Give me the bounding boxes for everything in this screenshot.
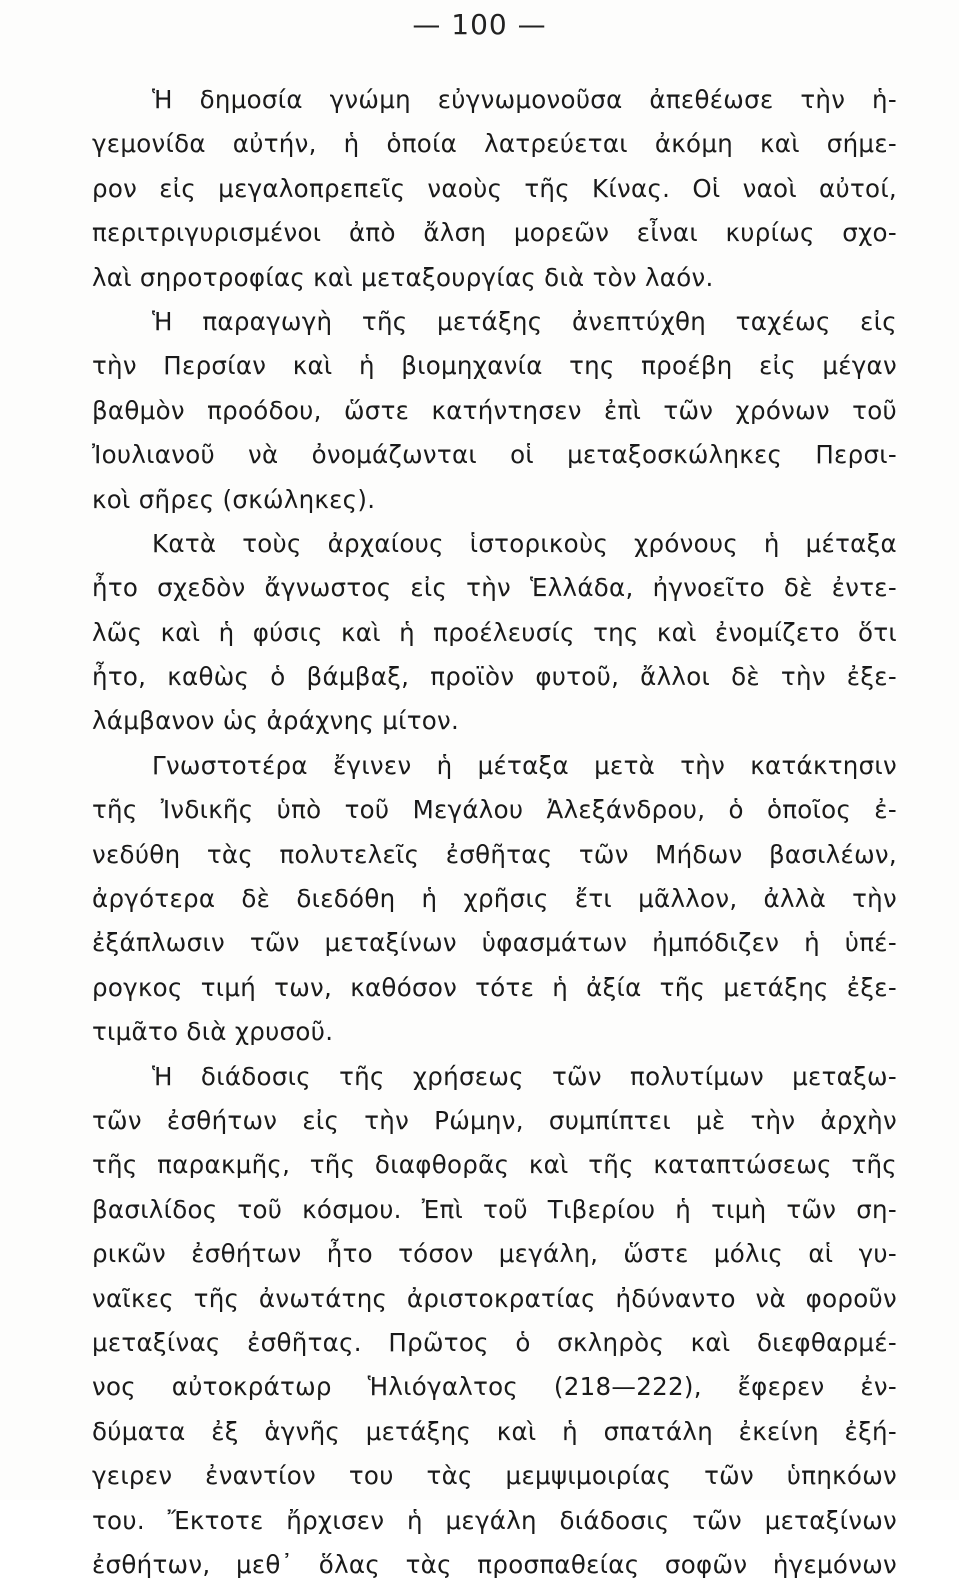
text-line: τιμᾶτο διὰ χρυσοῦ. [92, 1017, 334, 1047]
text-line: βασιλίδος τοῦ κόσμου. Ἐπὶ τοῦ Τιβερίου ἡ τιμὴ τῶν ση- [92, 1194, 897, 1224]
page-number: — 100 — [412, 8, 547, 41]
text-line: βαθμὸν προόδου, ὥστε κατήντησεν ἐπὶ τῶν χρόνων τοῦ [92, 395, 897, 425]
text-line: νος αὐτοκράτωρ Ἡλιόγαλτος (218—222), ἔφερεν ἐν- [92, 1372, 897, 1402]
text-line: δύματα ἐξ ἁγνῆς μετάξης καὶ ἡ σπατάλη ἐκείνη ἐξή- [92, 1416, 897, 1446]
text-line: κοὶ σῆρες (σκώληκες). [92, 484, 376, 514]
text-line: ρον εἰς μεγαλοπρεπεῖς ναοὺς τῆς Κίνας. Οἱ ναοὶ αὐτοί, [92, 173, 897, 203]
text-line: Κατὰ τοὺς ἀρχαίους ἱστορικοὺς χρόνους ἡ μέταξα [152, 528, 897, 558]
text-line: Ἡ δημοσία γνώμη εὐγνωμονοῦσα ἀπεθέωσε τὴν ἡ- [152, 85, 897, 114]
text-line: τὴν Περσίαν καὶ ἡ βιομηχανία της προέβη εἰς μέγαν [92, 351, 897, 381]
text-line: ρικῶν ἐσθήτων ἦτο τόσον μεγάλη, ὥστε μόλις αἱ γυ- [92, 1239, 897, 1269]
body-text [92, 78, 897, 1587]
text-line: λάμβανον ὡς ἀράχνης μίτον. [92, 706, 460, 736]
text-line: ἐξάπλωσιν τῶν μεταξίνων ὑφασμάτων ἠμπόδιζεν ἡ ὑπέ- [92, 928, 897, 958]
text-line: Γνωστοτέρα ἔγινεν ἡ μέταξα μετὰ τὴν κατάκτησιν [152, 750, 897, 780]
text-line: του. Ἔκτοτε ἤρχισεν ἡ μεγάλη διάδοσις τῶν μεταξίνων [92, 1505, 897, 1535]
text-line: ἦτο σχεδὸν ἄγνωστος εἰς τὴν Ἑλλάδα, ἠγνοεῖτο δὲ ἐντε- [92, 573, 897, 603]
text-line: περιτριγυρισμένοι ἀπὸ ἄλση μορεῶν εἶναι κυρίως σχο- [92, 218, 897, 248]
text-line: ἐσθήτων, μεθ᾽ ὅλας τὰς προσπαθείας σοφῶν ἡγεμόνων [92, 1549, 897, 1579]
text-line: ἀργότερα δὲ διεδόθη ἡ χρῆσις ἔτι μᾶλλον, ἀλλὰ τὴν [92, 884, 897, 914]
text-line: λῶς καὶ ἡ φύσις καὶ ἡ προέλευσίς της καὶ ἐνομίζετο ὅτι [92, 617, 897, 647]
text-line: τῶν ἐσθήτων εἰς τὴν Ρώμην, συμπίπτει μὲ τὴν ἀρχὴν [92, 1105, 897, 1135]
text-line: γειρεν ἐναντίον του τὰς μεμψιμοιρίας τῶν ὑπηκόων [92, 1461, 897, 1491]
text-line: ἦτο, καθὼς ὁ βάμβαξ, προϊὸν φυτοῦ, ἄλλοι δὲ τὴν ἐξε- [92, 662, 897, 692]
text-line: Ἰουλιανοῦ νὰ ὀνομάζωνται οἱ μεταξοσκώληκες Περσι- [92, 440, 897, 470]
text-line: Ἡ παραγωγὴ τῆς μετάξης ἀνεπτύχθη ταχέως εἰς [152, 306, 897, 336]
text-line: νεδύθη τὰς πολυτελεῖς ἐσθῆτας τῶν Μήδων βασιλέων, [92, 839, 897, 869]
text-line: ρογκος τιμή των, καθόσον τότε ἡ ἀξία τῆς μετάξης ἐξε- [92, 972, 897, 1002]
text-line: γεμονίδα αὐτήν, ἡ ὁποία λατρεύεται ἀκόμη καὶ σήμε- [92, 129, 897, 159]
text-line: μεταξίνας ἐσθῆτας. Πρῶτος ὁ σκληρὸς καὶ διεφθαρμέ- [92, 1327, 897, 1357]
text-line: τῆς Ἰνδικῆς ὑπὸ τοῦ Μεγάλου Ἀλεξάνδρου, ὁ ὁποῖος ἐ- [92, 795, 897, 825]
text-line: ναῖκες τῆς ἀνωτάτης ἀριστοκρατίας ἠδύναντο νὰ φοροῦν [92, 1283, 897, 1313]
text-line: τῆς παρακμῆς, τῆς διαφθορᾶς καὶ τῆς καταπτώσεως τῆς [92, 1150, 897, 1180]
text-line: Ἡ διάδοσις τῆς χρήσεως τῶν πολυτίμων μεταξω- [152, 1061, 897, 1091]
text-line: λαὶ σηροτροφίας καὶ μεταξουργίας διὰ τὸν λαόν. [92, 262, 714, 292]
